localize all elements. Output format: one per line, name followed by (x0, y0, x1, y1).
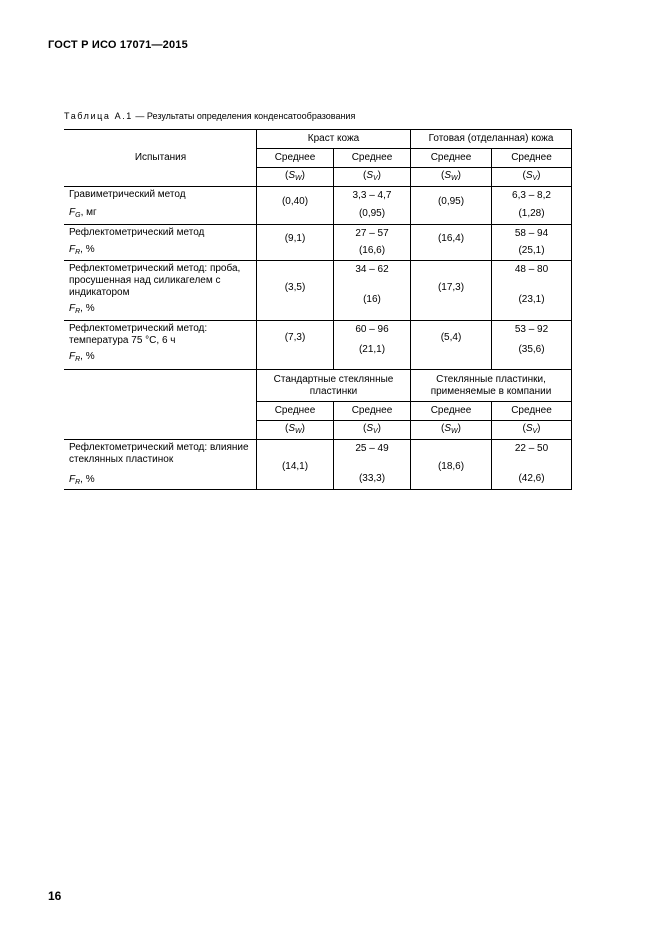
group-company-glass-plates: Стеклянные пластинки, применяемые в компании (411, 370, 572, 402)
col-mean: Среднее (257, 402, 334, 421)
table-row (65, 261, 572, 321)
value-cell: 34 – 62 (16) (334, 261, 411, 321)
value-cell: 27 – 57 (16,6) (334, 225, 411, 261)
unit-label: $F_R$, % (69, 244, 95, 256)
empty-header-cell (65, 370, 257, 440)
test-method-label: Гравиметрический метод (69, 189, 186, 200)
row-label (65, 225, 257, 261)
caption-label: Таблица А.1 (64, 111, 133, 121)
value-cell: 48 – 80 (23,1) (492, 261, 572, 321)
unit-label: $F_R$, % (69, 474, 95, 486)
col-mean: Среднее (334, 149, 411, 168)
value-cell: 25 – 49 (33,3) (334, 440, 411, 490)
value-cell: (0,40) (257, 187, 334, 225)
col-sv: $(S_V)$ (334, 421, 411, 440)
col-mean: Среднее (257, 149, 334, 168)
col-mean: Среднее (492, 149, 572, 168)
col-mean: Среднее (411, 402, 492, 421)
value-cell: 53 – 92 (35,6) (492, 321, 572, 370)
row-label (65, 261, 257, 321)
col-mean: Среднее (411, 149, 492, 168)
value-cell: (3,5) (257, 261, 334, 321)
caption-text: Результаты определения конденсатообразования (146, 111, 356, 121)
value-cell: (7,3) (257, 321, 334, 370)
group-crust-leather: Краст кожа (257, 130, 411, 149)
test-method-label: Рефлектометрический метод: влияние стеклянных пластинок (69, 442, 249, 465)
table-row (65, 187, 572, 225)
value-cell: 60 – 96 (21,1) (334, 321, 411, 370)
table-row (65, 321, 572, 370)
col-sw: $(S_W)$ (257, 421, 334, 440)
value-cell: (9,1) (257, 225, 334, 261)
value-cell: 6,3 – 8,2 (1,28) (492, 187, 572, 225)
row-label (65, 440, 257, 490)
row-label (65, 321, 257, 370)
value-cell: (18,6) (411, 440, 492, 490)
header-row-groups-2 (65, 370, 572, 402)
col-mean: Среднее (492, 402, 572, 421)
value-cell: 3,3 – 4,7 (0,95) (334, 187, 411, 225)
table-row (65, 225, 572, 261)
unit-label: $F_G$, мг (69, 207, 97, 219)
value-cell: (16,4) (411, 225, 492, 261)
test-method-label: Рефлектометрический метод: проба, просушенная над силикагелем с индикатором (69, 263, 241, 298)
caption-dash: — (132, 111, 147, 121)
col-sw: $(S_W)$ (411, 168, 492, 187)
group-finished-leather: Готовая (отделанная) кожа (411, 130, 572, 149)
col-mean: Среднее (334, 402, 411, 421)
document-header: ГОСТ Р ИСО 17071—2015 (48, 39, 188, 51)
value-cell: 58 – 94 (25,1) (492, 225, 572, 261)
test-method-label: Рефлектометрический метод (69, 227, 205, 238)
row-header-title: Испытания (65, 130, 257, 187)
page-number: 16 (48, 889, 62, 903)
results-table (64, 129, 572, 490)
col-sv: $(S_V)$ (492, 168, 572, 187)
unit-label: $F_R$, % (69, 351, 95, 363)
value-cell: (0,95) (411, 187, 492, 225)
table-row (65, 440, 572, 490)
col-sv: $(S_V)$ (492, 421, 572, 440)
col-sw: $(S_W)$ (257, 168, 334, 187)
row-label (65, 187, 257, 225)
test-method-label: Рефлектометрический метод: температура 75 °С, 6 ч (69, 323, 208, 346)
header-row-groups-1 (65, 130, 572, 149)
group-standard-glass-plates: Стандартные стеклянные пластинки (257, 370, 411, 402)
value-cell: (5,4) (411, 321, 492, 370)
value-cell: 22 – 50 (42,6) (492, 440, 572, 490)
col-sv: $(S_V)$ (334, 168, 411, 187)
table-caption (64, 111, 355, 121)
col-sw: $(S_W)$ (411, 421, 492, 440)
unit-label: $F_R$, % (69, 303, 95, 315)
value-cell: (14,1) (257, 440, 334, 490)
value-cell: (17,3) (411, 261, 492, 321)
